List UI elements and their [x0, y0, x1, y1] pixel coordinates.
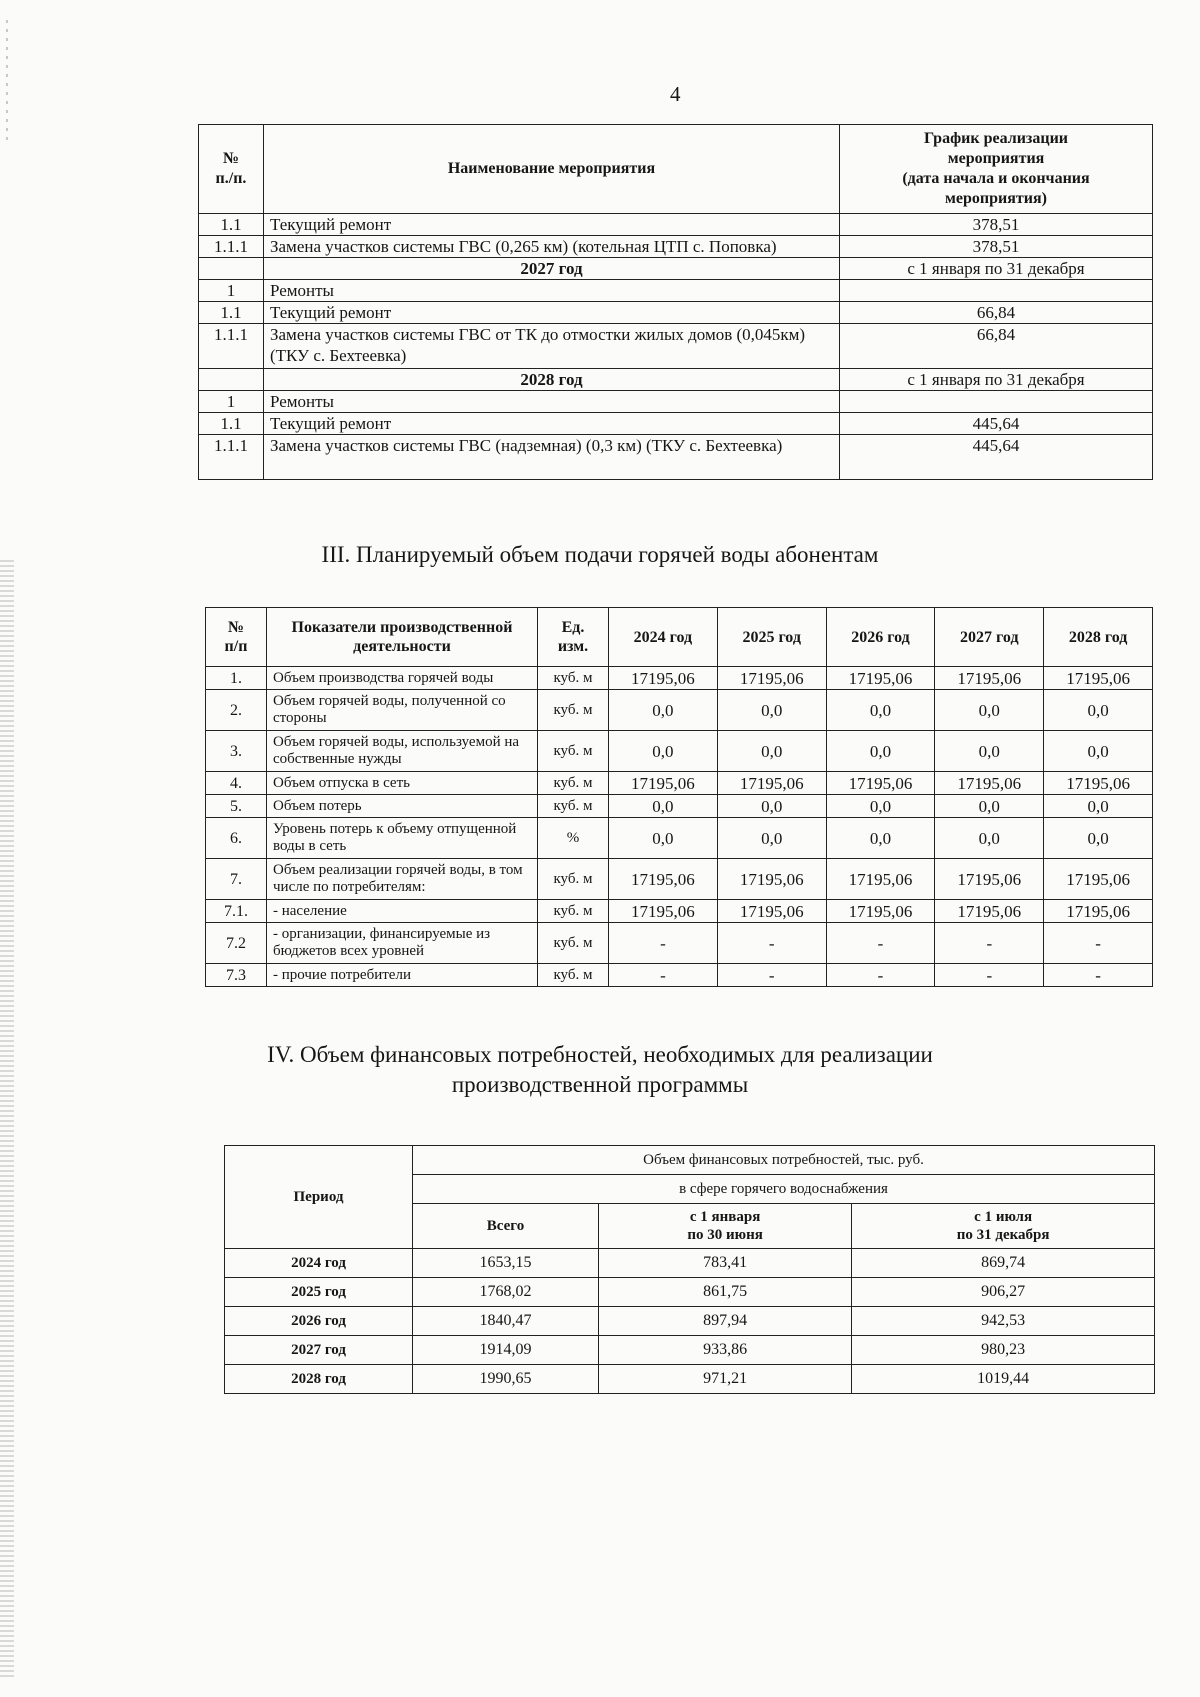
table-row: 2027 год 1914,09 933,86 980,23 — [225, 1336, 1155, 1365]
table-row: 5. Объем потерь куб. м 0,0 0,0 0,0 0,0 0,0 — [206, 795, 1153, 818]
table-row: 7. Объем реализации горячей воды, в том числе по потребителям: куб. м 17195,06 17195,06 17195,06 17195,06 17195,06 — [206, 859, 1153, 900]
header-period: Период — [225, 1146, 413, 1249]
table-row: 1 Ремонты — [199, 280, 1153, 302]
header-num: № п./п. — [199, 125, 264, 214]
section-3-title: III. Планируемый объем подачи горячей воды абонентам — [321, 542, 879, 567]
supply-header-row: № п/п Показатели производственной деятельности Ед. изм. 2024 год 2025 год 2026 год 2027 год 2028 год — [206, 608, 1153, 667]
table-row: 2028 год 1990,65 971,21 1019,44 — [225, 1365, 1155, 1394]
table-row: 2026 год 1840,47 897,94 942,53 — [225, 1307, 1155, 1336]
header-hot-water-sphere: в сфере горячего водоснабжения — [413, 1175, 1155, 1204]
header-first-half: с 1 января по 30 июня — [598, 1204, 851, 1249]
section-4-title-line1: IV. Объем финансовых потребностей, необходимых для реализации — [267, 1042, 933, 1067]
supply-rows — [206, 667, 1153, 987]
year-row: 2027 год с 1 января по 31 декабря — [199, 258, 1153, 280]
scan-edge-artifact-top — [6, 20, 8, 140]
table-row: 4. Объем отпуска в сеть куб. м 17195,06 17195,06 17195,06 17195,06 17195,06 — [206, 772, 1153, 795]
table-row: 2025 год 1768,02 861,75 906,27 — [225, 1278, 1155, 1307]
header-total: Всего — [413, 1204, 599, 1249]
header-second-half: с 1 июля по 31 декабря — [852, 1204, 1155, 1249]
table-row: 2024 год 1653,15 783,41 869,74 — [225, 1249, 1155, 1278]
table-row: 1.1 Текущий ремонт 66,84 — [199, 302, 1153, 324]
scan-edge-artifact — [0, 560, 14, 1680]
table-row: 2. Объем горячей воды, полученной со стороны куб. м 0,0 0,0 0,0 0,0 0,0 — [206, 690, 1153, 731]
financial-needs-table — [224, 1145, 1155, 1394]
table-row: 6. Уровень потерь к объему отпущенной воды в сеть % 0,0 0,0 0,0 0,0 0,0 — [206, 818, 1153, 859]
hot-water-supply-table — [205, 607, 1153, 987]
table-row: 1.1.1 Замена участков системы ГВС (надземная) (0,3 км) (ТКУ с. Бехтеевка) 445,64 — [199, 435, 1153, 480]
section-4-title-line2: производственной программы — [451, 1072, 749, 1097]
table-row: 1.1 Текущий ремонт 445,64 — [199, 413, 1153, 435]
table-row: 3. Объем горячей воды, используемой на собственные нужды куб. м 0,0 0,0 0,0 0,0 0,0 — [206, 731, 1153, 772]
table-row: 1.1.1 Замена участков системы ГВС (0,265 км) (котельная ЦТП с. Поповка) 378,51 — [199, 236, 1153, 258]
table-row: 1. Объем производства горячей воды куб. м 17195,06 17195,06 17195,06 17195,06 17195,06 — [206, 667, 1153, 690]
activities-table — [198, 124, 1153, 480]
page-number: 4 — [670, 82, 681, 106]
table-row: 1.1.1 Замена участков системы ГВС от ТК до отмостки жилых домов (0,045км) (ТКУ с. Бехтеевка) 66,84 — [199, 324, 1153, 369]
table-row: 7.2 - организации, финансируемые из бюджетов всех уровней куб. м - - - - - — [206, 923, 1153, 964]
table-row: 1.1 Текущий ремонт 378,51 — [199, 214, 1153, 236]
table-row: 7.1. - население куб. м 17195,06 17195,06 17195,06 17195,06 17195,06 — [206, 900, 1153, 923]
financial-rows — [225, 1249, 1155, 1394]
header-name: Наименование мероприятия — [264, 125, 840, 214]
header-schedule: График реализации мероприятия (дата начала и окончания мероприятия) — [840, 125, 1153, 214]
year-row: 2028 год с 1 января по 31 декабря — [199, 369, 1153, 391]
activities-header-row — [199, 125, 1153, 214]
table-row: 7.3 - прочие потребители куб. м - - - - - — [206, 964, 1153, 987]
header-financial-needs: Объем финансовых потребностей, тыс. руб. — [413, 1146, 1155, 1175]
table-row: 1 Ремонты — [199, 391, 1153, 413]
